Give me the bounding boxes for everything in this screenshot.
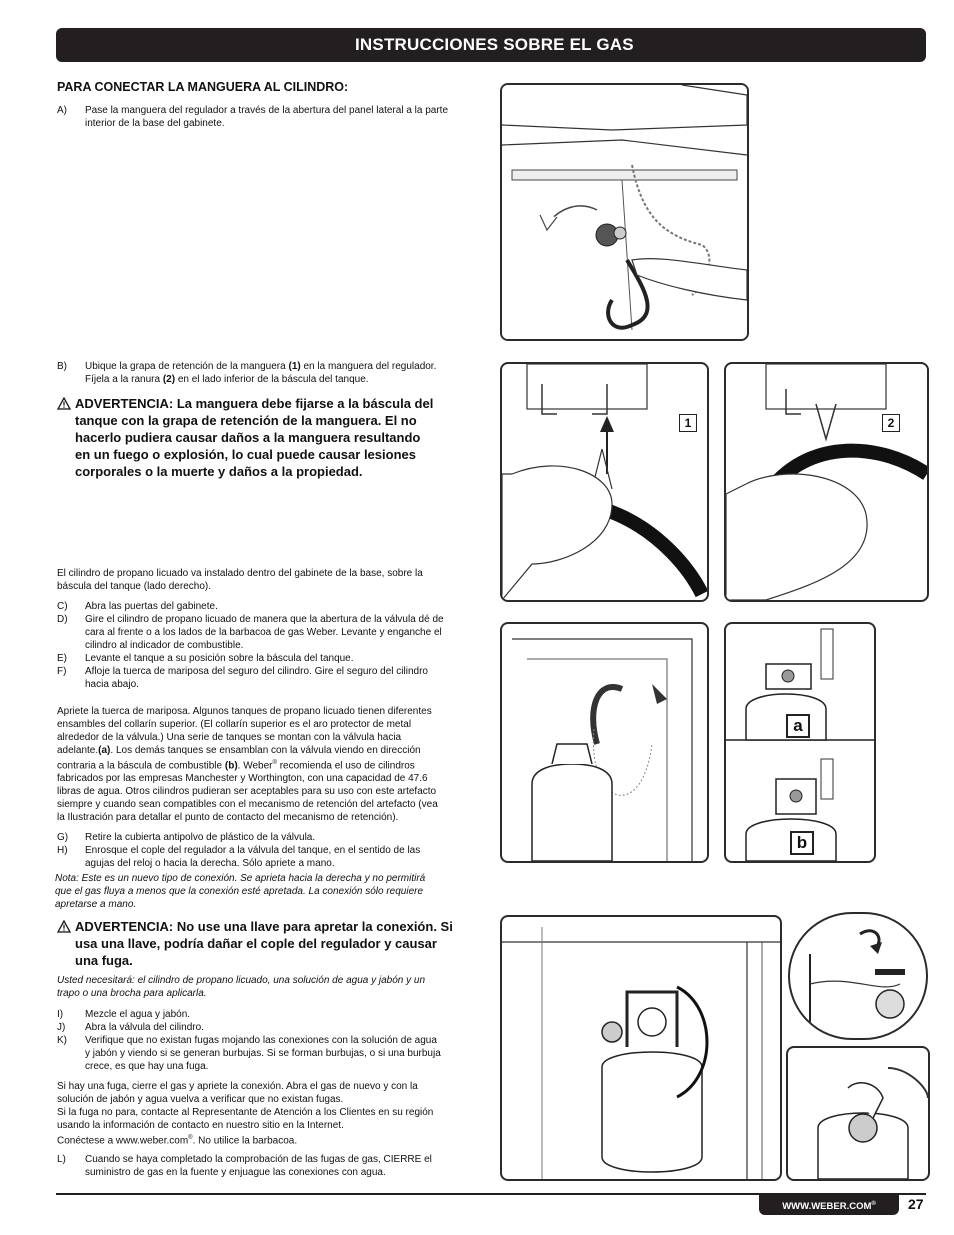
step-a-line-1: Pase la manguera del regulador a través de la abertura del panel lateral a la parte bbox=[85, 105, 449, 116]
note-line: que el gas fluya a menos que la conexión esté apretada. La conexión sólo requiere bbox=[55, 886, 424, 897]
leak-line: Si hay una fuga, cierre el gas y apriete la conexión. Abra el gas de nuevo y con la bbox=[57, 1081, 418, 1092]
illustration-leak-check bbox=[786, 1046, 930, 1181]
step-line: agujas del reloj o hacia la derecha. Sólo apriete a mano. bbox=[85, 858, 335, 869]
step-text bbox=[85, 1034, 441, 1073]
callout-1: 1 bbox=[679, 414, 697, 432]
page-title: INSTRUCCIONES SOBRE EL GAS bbox=[355, 35, 634, 54]
step-a-line-2: interior de la base del gabinete. bbox=[85, 118, 225, 129]
warning-text bbox=[75, 395, 490, 480]
warning-1-line-3: hacerlo pudiera causar daños a la manguera resultando bbox=[75, 430, 421, 445]
tank-para-line: alrededor de la válvula.) Una serie de tanques se montan con la válvula hacia bbox=[57, 732, 402, 743]
tank-para-line: ensambles del collarín superior. (El collarín superior es el aro protector de metal bbox=[57, 719, 412, 730]
registered-mark: ® bbox=[272, 760, 277, 766]
page-number: 27 bbox=[908, 1196, 924, 1212]
warning-text bbox=[75, 918, 495, 969]
warning-2-line-2: usa una llave, podría dañar el cople del regulador y causar bbox=[75, 936, 437, 951]
step-line: cara al frente o a los lados de la barbacoa de gas Weber. Levante y enganche el bbox=[85, 627, 442, 638]
step-b-text-4: en el lado inferior de la báscula del tanque. bbox=[175, 374, 369, 385]
step-b-text-1: Ubique la grapa de retención de la manguera bbox=[85, 361, 289, 372]
warning-triangle-icon bbox=[57, 920, 71, 933]
step-label: H) bbox=[57, 845, 68, 856]
step-label: L) bbox=[57, 1154, 66, 1165]
footer-url-text: WWW.WEBER.COM bbox=[782, 1201, 872, 1213]
materials-needed bbox=[57, 974, 487, 1000]
tank-para-text: contraria a la báscula de combustible bbox=[57, 760, 225, 772]
connection-note bbox=[55, 872, 485, 911]
leak-text: Conéctese a www.weber.com bbox=[57, 1135, 189, 1147]
step-text bbox=[85, 104, 448, 130]
intro-line-2: báscula del tanque (lado derecho). bbox=[57, 581, 211, 592]
step-label: E) bbox=[57, 653, 67, 664]
step-text bbox=[85, 1008, 190, 1021]
step-label: G) bbox=[57, 832, 69, 843]
step-text bbox=[85, 360, 436, 386]
tank-para-line: la Ilustración para detallar el punto de contacto del mecanismo de retención). bbox=[57, 812, 399, 824]
registered-mark: ® bbox=[871, 1201, 876, 1207]
step-line: Gire el cilindro de propano licuado de manera que la abertura de la válvula dé de bbox=[85, 614, 444, 625]
materials-line: trapo o una brocha para aplicarla. bbox=[57, 988, 207, 999]
callout-b: b bbox=[790, 831, 814, 855]
step-text bbox=[85, 1153, 432, 1179]
step-l-line-2: suministro de gas en la fuente y enjuague las conexiones con agua. bbox=[85, 1167, 386, 1178]
callout-2: 2 bbox=[882, 414, 900, 432]
step-line: crece, es que hay una fuga. bbox=[85, 1061, 209, 1072]
registered-mark: ® bbox=[188, 1135, 193, 1141]
illustration-coupling-detail bbox=[788, 912, 928, 1040]
hose-routing-drawing bbox=[502, 85, 747, 339]
warning-triangle-icon bbox=[57, 397, 71, 410]
steps-i-to-k bbox=[57, 1008, 487, 1073]
step-label: J) bbox=[57, 1022, 66, 1033]
step-line: Levante el tanque a su posición sobre la báscula del tanque. bbox=[85, 653, 354, 664]
illustration-tank-orientations bbox=[724, 622, 876, 863]
section-header-bar bbox=[56, 28, 926, 62]
warning-block-2 bbox=[57, 918, 487, 972]
regulator-connection-drawing bbox=[502, 917, 780, 1179]
tank-placement-drawing bbox=[502, 624, 707, 861]
step-label: A) bbox=[57, 105, 67, 116]
step-line: Afloje la tuerca de mariposa del seguro del cilindro. Gire el seguro del cilindro bbox=[85, 666, 428, 677]
tank-para-text: adelante. bbox=[57, 745, 99, 756]
callout-ref-b: (b) bbox=[224, 760, 238, 772]
tank-para-line: siempre y cuando sean compatibles con el mecanismo de retención del artefacto (vea bbox=[57, 799, 438, 811]
tank-para-text: . Los demás tanques se ensamblan con la válvula viendo en dirección bbox=[110, 745, 421, 756]
tank-para-line bbox=[57, 744, 487, 757]
step-text bbox=[85, 831, 315, 844]
callout-ref-a: (a) bbox=[98, 745, 111, 756]
tank-para-line: fabricados por las empresas Manchester y Worthington, con una capacidad de 47.6 bbox=[57, 773, 428, 785]
tank-para-line: Apriete la tuerca de mariposa. Algunos tanques de propano licuado tienen diferentes bbox=[57, 706, 432, 717]
step-l bbox=[57, 1153, 487, 1181]
tank-assembly-paragraph bbox=[57, 705, 487, 824]
step-label: I) bbox=[57, 1009, 64, 1020]
note-line: Nota: Este es un nuevo tipo de conexión. Se aprieta hacia la derecha y no permitirá bbox=[55, 873, 426, 884]
leak-paragraph bbox=[57, 1080, 487, 1147]
section-title: PARA CONECTAR LA MANGUERA AL CILINDRO: bbox=[57, 80, 349, 94]
step-text bbox=[85, 600, 218, 613]
step-line: hacia abajo. bbox=[85, 679, 139, 690]
leak-text: . No utilice la barbacoa. bbox=[192, 1135, 298, 1147]
illustration-hose-clip-1 bbox=[500, 362, 709, 602]
footer-website bbox=[759, 1195, 899, 1215]
note-line: apretarse a mano. bbox=[55, 899, 137, 910]
tank-para-text: recomienda el uso de cilindros bbox=[276, 760, 415, 772]
step-l-line-1: Cuando se haya completado la comprobación de las fugas de gas, CIERRE el bbox=[85, 1154, 432, 1165]
warning-2-line-1: ADVERTENCIA: No use una llave para apretar la conexión. Si bbox=[75, 919, 453, 934]
steps-g-to-h bbox=[57, 831, 487, 873]
illustration-hose-through-panel bbox=[500, 83, 749, 341]
step-text bbox=[85, 665, 428, 691]
steps-c-to-f bbox=[57, 600, 487, 695]
illustration-connect-regulator bbox=[500, 915, 782, 1181]
leak-line: usando la información de contacto en nuestro sitio en la Internet. bbox=[57, 1120, 344, 1131]
step-text bbox=[85, 613, 444, 652]
callout-a: a bbox=[786, 714, 810, 738]
warning-2-line-3: una fuga. bbox=[75, 953, 133, 968]
step-line: Mezcle el agua y jabón. bbox=[85, 1009, 191, 1020]
hose-clip-drawing bbox=[726, 364, 927, 600]
tank-para-text: . Weber bbox=[237, 760, 273, 772]
step-line: Abra las puertas del gabinete. bbox=[85, 601, 218, 612]
illustration-tank-in-cabinet bbox=[500, 622, 709, 863]
step-line: Abra la válvula del cilindro. bbox=[85, 1022, 204, 1033]
step-label: K) bbox=[57, 1035, 67, 1046]
callout-ref-2: (2) bbox=[162, 374, 176, 385]
step-label: F) bbox=[57, 666, 67, 677]
callout-ref-1: (1) bbox=[288, 361, 301, 372]
step-line: cilindro al indicador de combustible. bbox=[85, 640, 244, 651]
leak-line bbox=[57, 1132, 487, 1147]
step-line: y jabón y viendo si se generan burbujas. Si se forman burbujas, o si una burbuja bbox=[85, 1048, 441, 1059]
step-text bbox=[85, 1021, 204, 1034]
warning-1-line-5: corporales o la muerte y daños a la propiedad. bbox=[75, 464, 363, 479]
tank-para-line bbox=[57, 757, 487, 772]
step-label: B) bbox=[57, 361, 67, 372]
tank-para-line: libras de agua. Otros cilindros pudieran ser aceptables para su uso con este artefacto bbox=[57, 786, 437, 798]
leak-line: solución de jabón y agua vuelva a verificar que no existan fugas. bbox=[57, 1094, 344, 1105]
step-text bbox=[85, 652, 354, 665]
illustration-hose-clip-2 bbox=[724, 362, 929, 602]
warning-1-line-4: en un fuego o explosión, lo cual puede causar lesiones bbox=[75, 447, 416, 462]
step-line: Enrosque el cople del regulador a la válvula del tanque, en el sentido de las bbox=[85, 845, 421, 856]
step-b-text-2: en la manguera del regulador. bbox=[300, 361, 437, 372]
step-line: Verifique que no existan fugas mojando las conexiones con la solución de agua bbox=[85, 1035, 437, 1046]
warning-1-line-2: tanque con la grapa de retención de la manguera. El no bbox=[75, 413, 417, 428]
step-b-text-3: Fíjela a la ranura bbox=[85, 374, 163, 385]
materials-line: Usted necesitará: el cilindro de propano licuado, una solución de agua y jabón y un bbox=[57, 975, 426, 986]
step-label: D) bbox=[57, 614, 68, 625]
intro-line-1: El cilindro de propano licuado va instalado dentro del gabinete de la base, sobre la bbox=[57, 568, 423, 579]
tank-orientation-drawing bbox=[726, 624, 874, 861]
hose-clip-drawing bbox=[502, 364, 707, 600]
leak-line: Si la fuga no para, contacte al Representante de Atención a los Clientes en su región bbox=[57, 1107, 434, 1118]
leak-check-drawing bbox=[788, 1048, 928, 1179]
step-line: Retire la cubierta antipolvo de plástico de la válvula. bbox=[85, 832, 316, 843]
step-b bbox=[57, 360, 487, 388]
warning-block-1 bbox=[57, 395, 487, 485]
coupling-detail-drawing bbox=[790, 914, 926, 1038]
intro-paragraph bbox=[57, 567, 487, 593]
step-text bbox=[85, 844, 420, 870]
warning-1-line-1: ADVERTENCIA: La manguera debe fijarse a la báscula del bbox=[75, 396, 434, 411]
step-label: C) bbox=[57, 601, 68, 612]
step-a bbox=[57, 104, 487, 132]
